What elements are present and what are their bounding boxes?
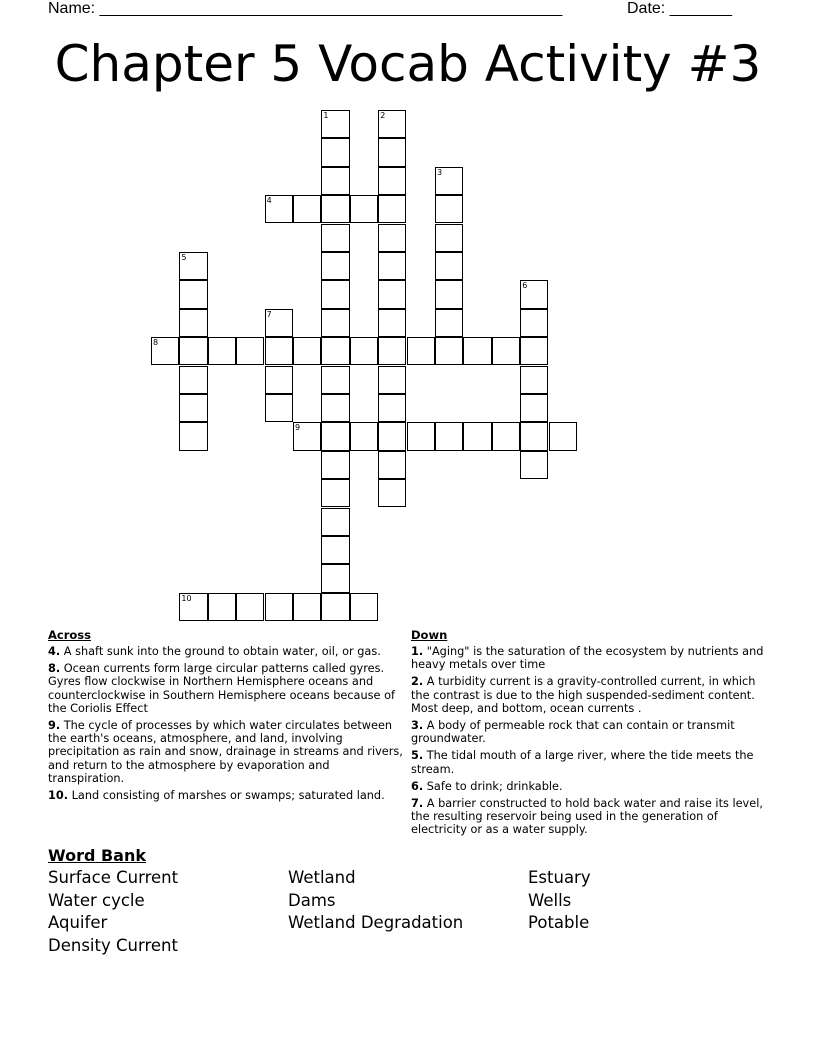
crossword-cell[interactable] bbox=[378, 366, 406, 394]
crossword-cell[interactable] bbox=[378, 394, 406, 422]
word-bank-item: Estuary bbox=[528, 868, 591, 887]
crossword-cell[interactable] bbox=[350, 195, 378, 223]
clue-text: "Aging" is the saturation of the ecosystem by nutrients and heavy metals over time bbox=[411, 645, 764, 672]
crossword-cell[interactable] bbox=[350, 593, 378, 621]
clue-text: A shaft sunk into the ground to obtain water, oil, or gas. bbox=[60, 645, 381, 658]
crossword-cell[interactable] bbox=[265, 337, 293, 365]
clue-number: 3 bbox=[437, 167, 443, 177]
clue-number: 7 bbox=[266, 309, 272, 319]
clue-number: 7. bbox=[411, 797, 424, 811]
clue-text: Ocean currents form large circular patterns called gyres. Gyres flow clockwise in Northern Hemisphere oceans and counterclockwise in Southern Hemisphere oceans because of the Coriolis Effect bbox=[48, 662, 395, 715]
across-clues bbox=[48, 628, 408, 806]
crossword-cell[interactable] bbox=[208, 593, 236, 621]
crossword-cell[interactable] bbox=[549, 422, 577, 450]
across-clue bbox=[48, 662, 408, 715]
crossword-cell[interactable] bbox=[321, 280, 349, 308]
across-clue bbox=[48, 719, 408, 785]
crossword-cell[interactable] bbox=[435, 337, 463, 365]
crossword-cell[interactable] bbox=[435, 422, 463, 450]
crossword-cell[interactable] bbox=[321, 138, 349, 166]
word-bank-item: Wells bbox=[528, 890, 572, 910]
crossword-cell[interactable] bbox=[179, 280, 207, 308]
crossword-cell[interactable] bbox=[179, 394, 207, 422]
word-bank bbox=[48, 845, 768, 958]
crossword-cell[interactable] bbox=[378, 252, 406, 280]
word-bank-item: Surface Current bbox=[48, 868, 179, 887]
crossword-cell[interactable] bbox=[321, 337, 349, 365]
clue-number: 8. bbox=[48, 662, 61, 676]
clue-text: A body of permeable rock that can contain or transmit groundwater. bbox=[411, 719, 735, 746]
crossword-cell[interactable] bbox=[435, 280, 463, 308]
crossword-cell[interactable] bbox=[321, 309, 349, 337]
clue-number: 10. bbox=[48, 789, 69, 803]
crossword-cell[interactable] bbox=[435, 224, 463, 252]
crossword-cell[interactable] bbox=[321, 422, 349, 450]
crossword-cell[interactable] bbox=[520, 366, 548, 394]
crossword-cell[interactable] bbox=[293, 195, 321, 223]
crossword-cell[interactable] bbox=[378, 110, 406, 138]
crossword-cell[interactable] bbox=[293, 593, 321, 621]
word-bank-heading: Word Bank bbox=[48, 846, 147, 865]
clue-number: 2. bbox=[411, 675, 424, 689]
crossword-cell[interactable] bbox=[378, 195, 406, 223]
crossword-cell[interactable] bbox=[378, 422, 406, 450]
crossword-cell[interactable] bbox=[321, 366, 349, 394]
word-bank-item: Density Current bbox=[48, 936, 178, 956]
crossword-cell[interactable] bbox=[265, 366, 293, 394]
across-clue bbox=[48, 789, 408, 802]
crossword-cell[interactable] bbox=[520, 422, 548, 450]
crossword-cell[interactable] bbox=[321, 508, 349, 536]
crossword-cell[interactable] bbox=[265, 195, 293, 223]
crossword-cell[interactable] bbox=[378, 479, 406, 507]
word-bank-item: Potable bbox=[528, 913, 590, 933]
clue-number: 1. bbox=[411, 645, 424, 658]
crossword-cell[interactable] bbox=[179, 366, 207, 394]
crossword-cell[interactable] bbox=[350, 337, 378, 365]
clue-text: The tidal mouth of a large river, where the tide meets the stream. bbox=[411, 749, 754, 776]
crossword-cell[interactable] bbox=[463, 337, 491, 365]
clue-number: 2 bbox=[380, 111, 386, 120]
crossword-cell[interactable] bbox=[435, 195, 463, 223]
crossword-cell[interactable] bbox=[236, 337, 264, 365]
clue-number: 10 bbox=[181, 593, 192, 603]
word-bank-item: Dams bbox=[288, 890, 336, 910]
crossword-cell[interactable] bbox=[492, 337, 520, 365]
date-field-label: Date: _______ bbox=[627, 0, 732, 17]
crossword-cell[interactable] bbox=[321, 110, 349, 138]
down-clue bbox=[411, 719, 771, 745]
across-clue-list bbox=[48, 645, 408, 802]
crossword-cell[interactable] bbox=[435, 167, 463, 195]
crossword-cell[interactable] bbox=[179, 337, 207, 365]
crossword-cell[interactable] bbox=[321, 195, 349, 223]
clue-number: 8 bbox=[153, 338, 159, 348]
crossword-cell[interactable] bbox=[179, 422, 207, 450]
crossword-cell[interactable] bbox=[321, 252, 349, 280]
down-clue-list bbox=[411, 645, 771, 837]
down-clue bbox=[411, 780, 771, 793]
crossword-cell[interactable] bbox=[321, 167, 349, 195]
word-bank-item: Aquifer bbox=[48, 913, 108, 933]
clue-text: The cycle of processes by which water circulates between the earth's oceans, atmosphere, and land, involving precipitation as rain and snow, drainage in streams and rivers, and return to the atmosphere by evaporation and transpiration. bbox=[48, 719, 403, 785]
clue-text: A turbidity current is a gravity-controlled current, in which the contrast is due to the high suspended-sediment content. Most deep, and bottom, ocean currents . bbox=[411, 675, 756, 715]
word-bank-list bbox=[48, 867, 768, 958]
page-title: Chapter 5 Vocab Activity #3 bbox=[54, 35, 762, 93]
down-clue bbox=[411, 797, 771, 837]
crossword-cell[interactable] bbox=[520, 337, 548, 365]
across-heading: Across bbox=[48, 628, 91, 642]
crossword-cell[interactable] bbox=[265, 593, 293, 621]
crossword-cell[interactable] bbox=[321, 536, 349, 564]
crossword-cell[interactable] bbox=[463, 422, 491, 450]
down-clue bbox=[411, 749, 771, 775]
crossword-cell[interactable] bbox=[350, 422, 378, 450]
crossword-cell[interactable] bbox=[407, 422, 435, 450]
down-clue bbox=[411, 645, 771, 671]
crossword-cell[interactable] bbox=[321, 451, 349, 479]
clue-number: 6. bbox=[411, 779, 424, 793]
down-clue bbox=[411, 675, 771, 715]
word-bank-item: Wetland bbox=[288, 868, 356, 887]
crossword-cell[interactable] bbox=[520, 451, 548, 479]
clue-text: Safe to drink; drinkable. bbox=[423, 779, 563, 793]
crossword-cell[interactable] bbox=[321, 479, 349, 507]
crossword-cell[interactable] bbox=[151, 337, 179, 365]
crossword-cell[interactable] bbox=[265, 394, 293, 422]
clue-number: 6 bbox=[522, 281, 528, 291]
clue-number: 5 bbox=[181, 253, 187, 262]
clue-number: 5. bbox=[411, 749, 424, 763]
down-heading: Down bbox=[411, 628, 448, 642]
word-bank-item: Water cycle bbox=[48, 890, 145, 910]
crossword-cell[interactable] bbox=[293, 337, 321, 365]
down-clues bbox=[411, 628, 771, 841]
crossword-cell[interactable] bbox=[378, 167, 406, 195]
across-clue bbox=[48, 645, 408, 658]
crossword-cell[interactable] bbox=[378, 337, 406, 365]
crossword-cell[interactable] bbox=[179, 593, 207, 621]
crossword-cell[interactable] bbox=[378, 309, 406, 337]
clue-number: 3. bbox=[411, 719, 424, 733]
clue-number: 1 bbox=[323, 111, 329, 120]
crossword-cell[interactable] bbox=[520, 309, 548, 337]
crossword-cell[interactable] bbox=[378, 224, 406, 252]
word-bank-item: Wetland Degradation bbox=[288, 913, 464, 933]
crossword-cell[interactable] bbox=[378, 280, 406, 308]
crossword-cell[interactable] bbox=[492, 422, 520, 450]
crossword-cell[interactable] bbox=[293, 422, 321, 450]
clue-text: A barrier constructed to hold back water and raise its level, the resulting reservoir being used in the generation of electricity or as a water supply. bbox=[411, 797, 763, 837]
crossword-cell[interactable] bbox=[520, 394, 548, 422]
name-field-label: Name: ____________________________________________________ bbox=[48, 0, 563, 17]
crossword-cell[interactable] bbox=[179, 252, 207, 280]
crossword-cell[interactable] bbox=[407, 337, 435, 365]
crossword-cell[interactable] bbox=[321, 394, 349, 422]
crossword-cell[interactable] bbox=[435, 309, 463, 337]
crossword-cell[interactable] bbox=[435, 252, 463, 280]
clue-number: 4. bbox=[48, 645, 61, 658]
crossword-cell[interactable] bbox=[321, 564, 349, 592]
clue-number: 4 bbox=[266, 196, 272, 206]
crossword-cell[interactable] bbox=[378, 138, 406, 166]
crossword-cell[interactable] bbox=[378, 451, 406, 479]
crossword-cell[interactable] bbox=[321, 224, 349, 252]
crossword-cell[interactable] bbox=[179, 309, 207, 337]
crossword-cell[interactable] bbox=[321, 593, 349, 621]
crossword-cell[interactable] bbox=[265, 309, 293, 337]
crossword-cell[interactable] bbox=[208, 337, 236, 365]
clue-number: 9 bbox=[295, 423, 301, 433]
clue-number: 9. bbox=[48, 719, 61, 733]
clue-text: Land consisting of marshes or swamps; saturated land. bbox=[68, 789, 385, 803]
crossword-cell[interactable] bbox=[520, 280, 548, 308]
crossword-cell[interactable] bbox=[236, 593, 264, 621]
